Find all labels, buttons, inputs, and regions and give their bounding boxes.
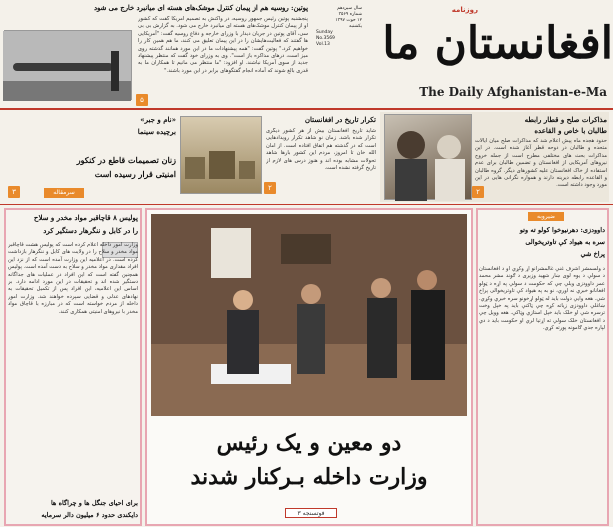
mid-left-item-1b: برچیده سینما (137, 127, 176, 136)
portrait-icon (383, 115, 471, 201)
left-bottom-head-2: دایکندی حدود ۶ میلیون دالر سرمایه (41, 511, 138, 519)
editorial-tag: سرمقاله (44, 188, 84, 198)
page-badge: ۳ (8, 186, 20, 198)
taliban-photo (384, 114, 472, 200)
old-city-icon (179, 117, 261, 195)
masthead (310, 0, 613, 105)
meta-line: Vol.13 (316, 42, 330, 47)
left-headline-2: را در کابل و ننگرهار دستگیر کرد (43, 226, 138, 235)
left-headline-1: پولیس ۸ قاچاقبر مواد مخدر و سلاح (33, 213, 138, 222)
left-bottom-head-1: برای احیای جنگل ها و چراگاه ها (50, 499, 138, 507)
mid-center-text: شاید تاریخ افغانستان بیش از هر کشور دیگری تکرار شده باشد. زمان نو شاهد تکرار رویدادهایی است که در گذشته هم اتفاق افتاده است. از امان الله خان تا امروز، مردم این کشور بارها شاهد تحولات مشابه بوده اند و هنوز درس های لازم از تاریخ گرفته نشده است. (266, 128, 376, 172)
meta-line: یکشنبه (349, 24, 362, 29)
mid-right-headline-1: مذاکرات صلح و قطار رابطه (524, 115, 607, 124)
main-photo (151, 214, 467, 416)
missile-icon (3, 31, 131, 101)
right-text: د ولسمشر اشرف غني غالمشرانو اړ وکړي او د افغانستان د سولې د یوه لوی ښار شهید وزیری د ګوند مشر محمد عمر داوودزی ویلي چې که حکومت د سولې په اړه د ټولو افغانانو خبرې نه اوري، نو به په هیواد کې تاوتریخوالی پراخ شي. هغه وایي دولت باید له ټولو اړخونو سره خبرې وکړي. ښاغلي داوودزی زیاته کړه چې ټاکنې باید په خپل وخت ترسره شي او خلک باید خپل استازي وټاکي. هغه وویل چې د افغانستان خلک سولې ته اړتیا لري او حکومت باید د دې لپاره جدي ګامونه پورته کړي. (479, 266, 605, 332)
top-left-headline: پوتین: روسیه هم از پیمان کنترل موشک‌های هسته ای میانبرد خارج می شود (93, 4, 308, 12)
mid-left-items (4, 112, 176, 202)
history-photo (180, 116, 262, 194)
mid-right-story (380, 112, 609, 202)
mid-right-text: حدود هجده ماه پیش اعلام شد که مذاکرات صلح میان ایالات متحده و طالبان در دوحه قطر آغاز شده است. در این مذاکرات بحث های مختلفی مطرح است از جمله خروج نیروهای آمریکایی از افغانستان و تضمین طالبان برای عدم استفاده از خاک افغانستان علیه کشورهای دیگر. گروه طالبان و القاعده رابطه دیرینه دارند و همواره نگرانی هایی در این مورد وجود داشته است. (475, 138, 607, 189)
masthead-logo: افغانستان ما (382, 18, 613, 69)
page-badge: ۲ (472, 186, 484, 198)
right-tag: ضیروبه (528, 212, 564, 221)
main-headline-2: وزارت داخله بـرکنار شدند (190, 464, 428, 490)
meta-line: سال سیزدهم (337, 6, 362, 11)
masthead-meta (316, 6, 362, 48)
right-headline-3: پراخ شي (580, 250, 605, 258)
page-badge: ۲ (264, 182, 276, 194)
page-badge: ۵ (136, 94, 148, 106)
masthead-tag: روزنامه (451, 6, 478, 14)
mid-left-item-2: زنان تصمیمات قاطع در کنکور (76, 155, 176, 165)
right-column (476, 208, 609, 526)
meta-line: ۱۲ حوت ۱۳۹۷ (335, 18, 362, 23)
main-footer-tag: فوتسنجه ۳ (285, 508, 337, 518)
mid-left-item-1: «نام و جبر» (140, 115, 176, 124)
masthead-english: The Daily Afghanistan-e-Ma (419, 85, 607, 99)
right-headline-1: داوودزی: دهرنیوخوا کولو ته وتو (519, 226, 605, 234)
meta-line: No.3569 (316, 36, 335, 41)
meeting-photo (151, 214, 467, 416)
mid-center-headline: تکرار تاریخ در افغانستان (304, 115, 376, 124)
divider (0, 204, 613, 205)
missile-photo (4, 30, 132, 100)
mid-right-headline-2: طالبان با خاص و القاعده (534, 126, 607, 135)
right-headline-2: سره به هیواد کې تاوتریخوالی (525, 238, 605, 246)
divider (0, 108, 613, 110)
main-story (145, 208, 473, 526)
main-headline-1: دو معین و یک رئیس (216, 430, 402, 456)
mid-left-item-2b: امنیتی قرار رسیده است (94, 169, 176, 179)
meta-line: Sunday (316, 30, 333, 35)
meta-line: شماره ۳۵۶۹ (338, 12, 362, 17)
left-text: وزارت امور داخله اعلام کرده است که پولیس هشت قاچاقبر مواد مخدر و سلاح را در ولایت های کابل و ننگرهار بازداشت کرده است. در اعلامیه این وزارت آمده است که از نزد این افراد مقداری مواد مخدر و سلاح به دست آمده است. پولیس همچنین گفته است که این افراد در عملیات های جداگانه دستگیر شده اند و تحقیقات در این مورد ادامه دارد. بر اساس این اعلامیه، این افراد پس از تکمیل تحقیقات به نهادهای عدلی و قضایی سپرده خواهند شد. وزارت امور داخله از مردم خواسته است که در مبارزه با قاچاق مواد مخدر با نیروهای امنیتی همکاری کنند. (8, 242, 138, 315)
top-left-story (4, 2, 308, 106)
left-column (4, 208, 142, 526)
mid-center-story (180, 112, 376, 202)
top-left-text: پنجشنبه پوتین رئیس جمهور روسیه، در واکنش به تصمیم آمریکا گفت که کشور او از پیمان کنترل موشک‌های هسته ای میانبرد خارج می شود. به گزارش بی بی سی، آقای پوتین در جریان دیدار با وزرای خارجه و دفاع روسیه گفت: "آمریکایی ها گفتند که فعالیت‌هایشان را در این پیمان تعلیق می کنند، ما هم همین کار را خواهیم کرد." پوتین گفت: "همه پیشنهادات ما در این مورد همانند گذشته روی میز است، درهای مذاکره باز است". وی به وزرای خود گفت که منتظر پیشنهاد جدید از سوی آمریکا نباشند. او افزود: "ما منتظر می مانیم تا همکاران ما به قدری بالغ شوند که آماده انجام گفتگوهای برابر در این مورد باشند." (138, 16, 308, 74)
